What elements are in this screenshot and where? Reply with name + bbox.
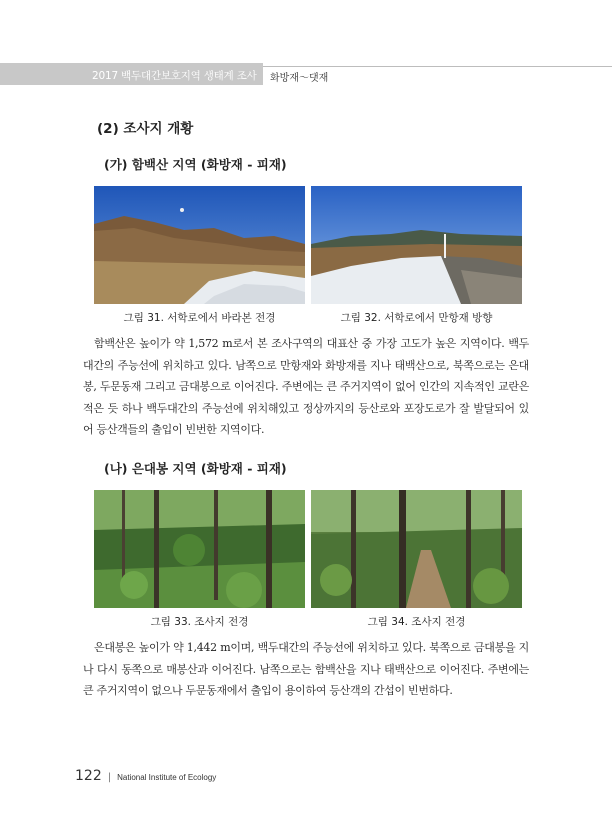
caption-fig33: 그림 33. 조사지 전경 — [150, 616, 249, 628]
caption-fig32: 그림 32. 서학로에서 만항재 방향 — [340, 312, 493, 324]
photo-fig32 — [311, 186, 522, 304]
page-number: 122 — [75, 768, 102, 784]
photo-fig31 — [94, 186, 305, 304]
caption-fig34: 그림 34. 조사지 전경 — [367, 616, 466, 628]
photo-fig33 — [94, 490, 305, 608]
page-footer — [75, 768, 216, 784]
organization-name: National Institute of Ecology — [117, 773, 217, 782]
header-rule — [263, 66, 612, 67]
section-range: 화방재～댓재 — [270, 73, 329, 84]
subsection-title-eundaebong: (나) 은대봉 지역 (화방재 - 피재) — [104, 461, 287, 476]
caption-fig31: 그림 31. 서학로에서 바라본 전경 — [123, 312, 276, 324]
subsection-title-hambaeksan: (가) 함백산 지역 (화방재 - 피재) — [104, 157, 287, 172]
section-title: (2) 조사지 개황 — [97, 121, 194, 137]
footer-separator: | — [107, 772, 112, 783]
paragraph-eundaebong: 은대봉은 높이가 약 1,442 m이며, 백두대간의 주능선에 위치하고 있다. 북쪽으로 금대봉을 지나 다시 동쪽으로 매봉산과 이어진다. 남쪽으로는 함백산을 지나 태백산으로 이어진다. 주변에는 큰 주거지역이 없으나 두문동재에서 출입이 용이하여 등산객의 간섭이 빈번하다. — [83, 641, 529, 697]
report-title: 2017 백두대간보호지역 생태계 조사 — [92, 70, 257, 82]
paragraph-hambaeksan: 함백산은 높이가 약 1,572 m로서 본 조사구역의 대표산 중 가장 고도가 높은 지역이다. 백두대간의 주능선에 위치하고 있다. 남쪽으로 만항재와 화방재를 지나 태백산으로, 북쪽으로는 은대봉, 두문동재 그리고 금대봉으로 이어진다. 주변에는 큰 주거지역이 없어 인간의 지속적인 교란은 적은 듯 하나 백두대간의 주능선에 위치해있고 정상까지의 등산로와 포장도로가 잘 발달되어 있어 등산객들의 출입이 빈번한 지역이다. — [83, 337, 529, 436]
photo-fig34 — [311, 490, 522, 608]
